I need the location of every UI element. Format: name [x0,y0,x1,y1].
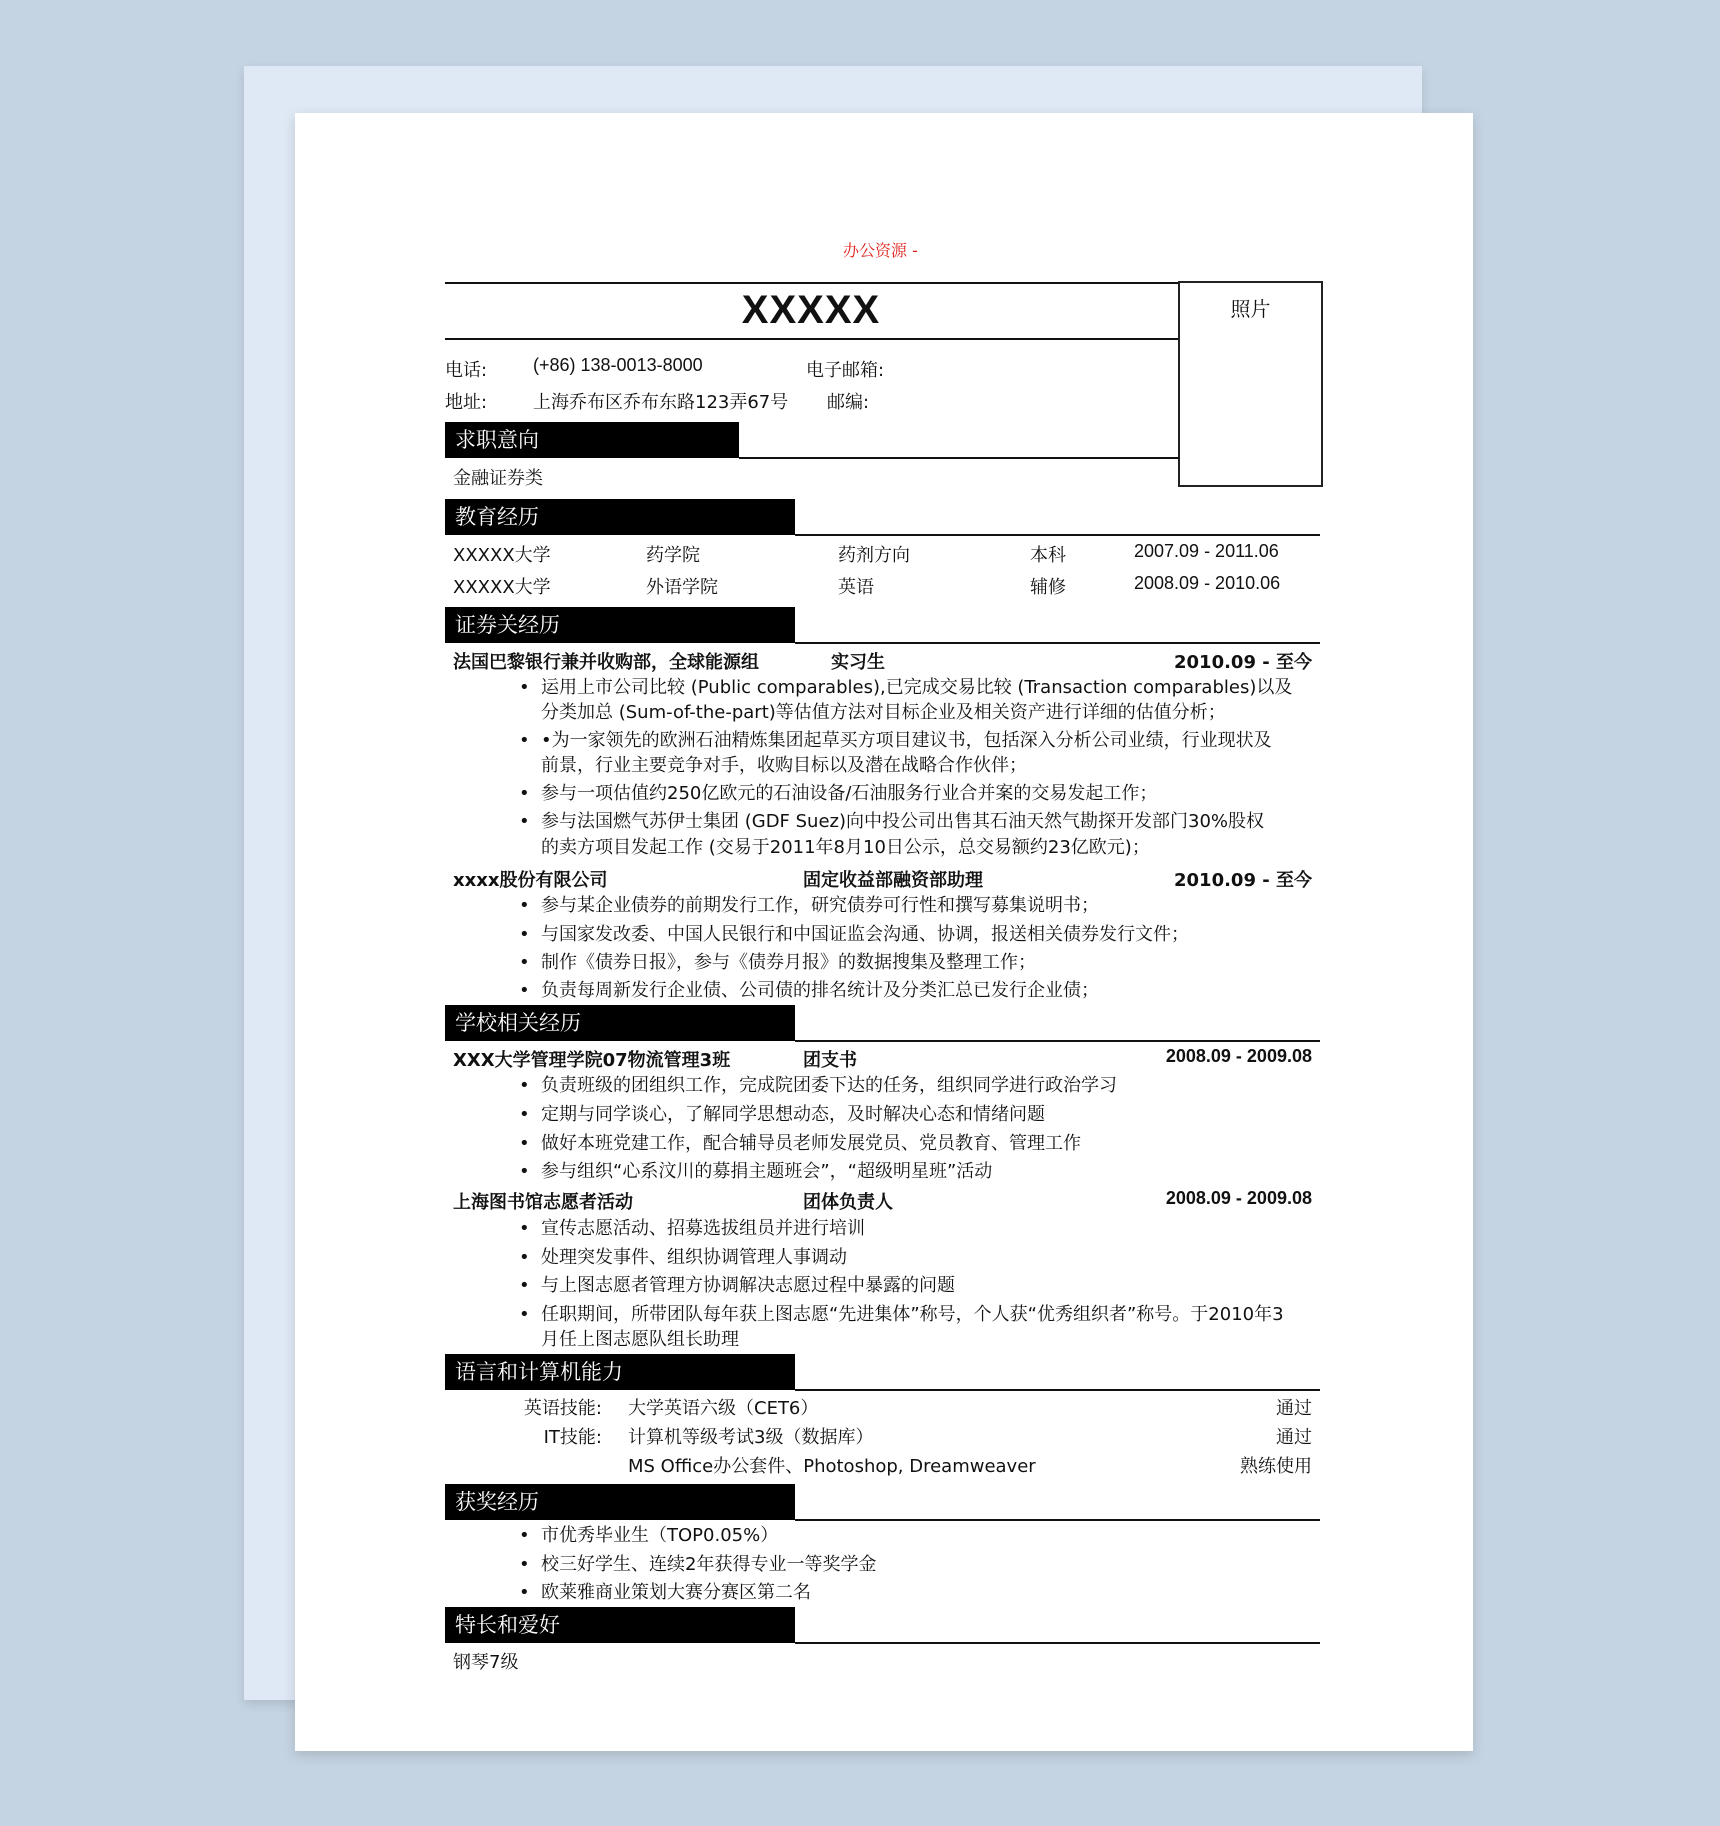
resume-name: XXXXX [741,288,881,332]
award-bullet: • 校三好学生、连续2年获得专业一等奖学金 [519,1554,877,1575]
job-bullet: • 负责班级的团组织工作，完成院团委下达的任务，组织同学进行政治学习 [519,1075,1117,1096]
section-header-securities: 证券关经历 [445,607,795,643]
job-period: 2010.09 - 至今 [1174,870,1312,891]
email-label: 电子邮箱: [806,360,885,381]
address-value: 上海乔布区乔布东路123弄67号 [533,392,789,413]
header-bottom-rule [445,338,1179,340]
section-rule-skills [795,1389,1320,1391]
job-bullet-continuation: 月任上图志愿队组长助理 [541,1329,739,1350]
phone-label: 电话: [445,360,488,381]
section-rule-school [795,1040,1320,1042]
section-rule-awards [795,1519,1320,1521]
job-bullet: • 运用上市公司比较 (Public comparables),已完成交易比较 (Transaction comparables)以及 [519,677,1293,698]
edu-major: 药剂方向 [838,545,910,566]
watermark-text: 办公资源 - [843,241,918,260]
objective-text: 金融证券类 [453,468,543,489]
section-rule-education [795,534,1320,536]
job-period: 2008.09 - 2009.08 [1165,1046,1312,1066]
job-bullet: • 定期与同学谈心，了解同学思想动态，及时解决心态和情绪问题 [519,1104,1045,1125]
job-bullet: • 负责每周新发行企业债、公司债的排名统计及分类汇总已发行企业债； [519,980,1099,1001]
edu-school: XXXXX大学 [453,577,551,598]
job-role: 固定收益部融资部助理 [803,870,983,891]
section-header-objective: 求职意向 [445,422,739,458]
section-header-education: 教育经历 [445,499,795,535]
edu-degree: 本科 [1030,545,1066,566]
section-header-hobbies: 特长和爱好 [445,1607,795,1643]
job-bullet-continuation: 前景，行业主要竞争对手，收购目标以及潜在战略合作伙伴； [541,755,1027,776]
skill-item: MS Office办公套件、Photoshop, Dreamweaver [628,1456,1036,1477]
job-org: xxxx股份有限公司 [453,870,608,891]
job-bullet: • 处理突发事件、组织协调管理人事调动 [519,1247,847,1268]
address-label: 地址: [445,392,488,413]
header-top-rule [445,282,1179,284]
section-header-skills: 语言和计算机能力 [445,1354,795,1390]
section-rule-hobbies [795,1642,1320,1644]
job-bullet: • •为一家领先的欧洲石油精炼集团起草买方项目建议书，包括深入分析公司业绩，行业现状及 [519,730,1272,751]
job-bullet: • 制作《债券日报》，参与《债券月报》的数据搜集及整理工作； [519,952,1036,973]
job-bullet: • 参与法国燃气苏伊士集团 (GDF Suez)向中投公司出售其石油天然气勘探开发部门30%股权 [519,811,1265,832]
job-bullet: • 任职期间，所带团队每年获上图志愿“先进集体”称号，个人获“优秀组织者”称号。于2010年3 [519,1304,1284,1325]
job-bullet: • 参与某企业债券的前期发行工作，研究债券可行性和撰写募集说明书； [519,895,1099,916]
section-header-school: 学校相关经历 [445,1005,795,1041]
skill-item: 大学英语六级（CET6） [628,1398,819,1419]
edu-degree: 辅修 [1030,577,1066,598]
hobbies-text: 钢琴7级 [453,1652,519,1673]
zip-label: 邮编: [827,392,870,413]
skill-level: 通过 [1276,1427,1312,1448]
photo-placeholder [1178,281,1323,487]
job-bullet-continuation: 的卖方项目发起工作 (交易于2011年8月10日公示，总交易额约23亿欧元)； [541,837,1150,858]
edu-period: 2008.09 - 2010.06 [1134,573,1281,593]
section-rule-securities [795,642,1320,644]
job-bullet: • 做好本班党建工作，配合辅导员老师发展党员、党员教育、管理工作 [519,1133,1081,1154]
edu-college: 外语学院 [646,577,718,598]
job-bullet: • 与上图志愿者管理方协调解决志愿过程中暴露的问题 [519,1275,955,1296]
job-org: 上海图书馆志愿者活动 [453,1192,633,1213]
phone-value: (+86) 138-0013-8000 [533,355,703,375]
job-period: 2010.09 - 至今 [1174,652,1312,673]
job-role: 团体负责人 [803,1192,893,1213]
edu-school: XXXXX大学 [453,545,551,566]
job-bullet: • 宣传志愿活动、招募选拔组员并进行培训 [519,1218,865,1239]
job-org: XXX大学管理学院07物流管理3班 [453,1050,731,1071]
skill-label: IT技能: [543,1427,602,1448]
skill-level: 通过 [1276,1398,1312,1419]
edu-college: 药学院 [646,545,700,566]
award-bullet: • 欧莱雅商业策划大赛分赛区第二名 [519,1582,811,1603]
job-role: 团支书 [803,1050,857,1071]
skill-label: 英语技能: [523,1398,602,1419]
job-org: 法国巴黎银行兼并收购部，全球能源组 [453,652,759,673]
job-period: 2008.09 - 2009.08 [1165,1188,1312,1208]
skill-item: 计算机等级考试3级（数据库） [628,1427,874,1448]
edu-period: 2007.09 - 2011.06 [1134,541,1279,561]
section-rule-objective [739,457,1179,459]
skill-level: 熟练使用 [1240,1456,1312,1477]
edu-major: 英语 [838,577,874,598]
job-bullet: • 与国家发改委、中国人民银行和中国证监会沟通、协调，报送相关债券发行文件； [519,924,1189,945]
job-role: 实习生 [831,652,885,673]
photo-label: 照片 [1230,297,1271,321]
job-bullet-continuation: 分类加总 (Sum-of-the-part)等估值方法对目标企业及相关资产进行详细的估值分析； [541,702,1226,723]
award-bullet: • 市优秀毕业生（TOP0.05%） [519,1525,779,1546]
section-header-awards: 获奖经历 [445,1484,795,1520]
job-bullet: • 参与组织“心系汶川的募捐主题班会”，“超级明星班”活动 [519,1161,993,1182]
job-bullet: • 参与一项估值约250亿欧元的石油设备/石油服务行业合并案的交易发起工作； [519,783,1158,804]
